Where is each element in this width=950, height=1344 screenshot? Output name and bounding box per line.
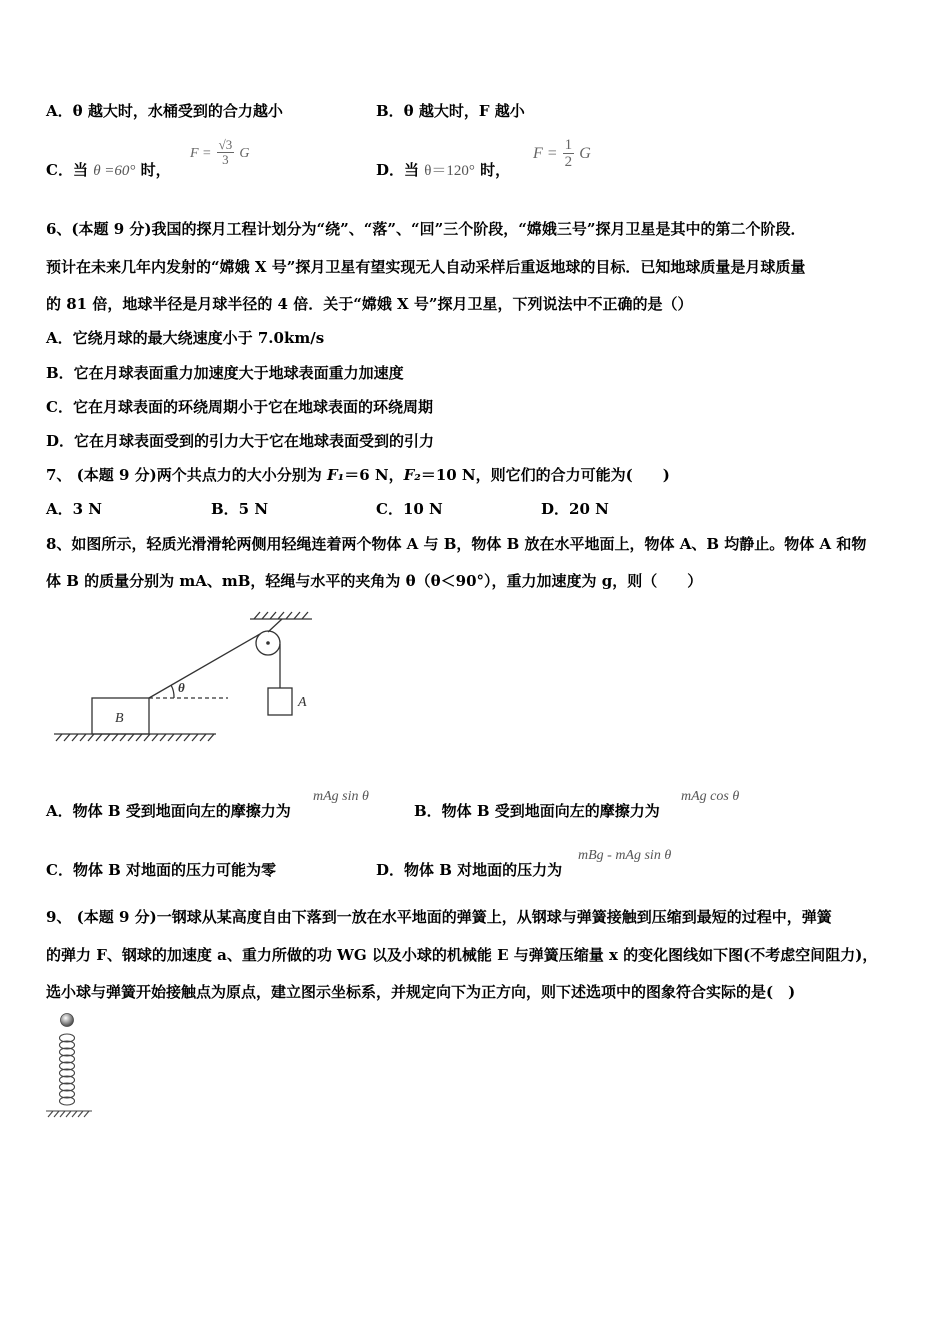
q7-option-b[interactable]: B．5 N: [211, 500, 269, 518]
q6-option-a[interactable]: A．它绕月球的最大绕速度小于 7.0km/s: [46, 329, 325, 347]
pulley-diagram: [50, 610, 330, 750]
q7-stem-part-c: ＝10 N，则它们的合力可能为( ): [420, 466, 670, 484]
q7-f2: F₂: [403, 466, 421, 484]
rope-slanted: [149, 634, 260, 698]
spring-coils: [60, 1034, 75, 1105]
q5-option-d-prefix: D．当: [376, 161, 420, 179]
q6-option-d[interactable]: D．它在月球表面受到的引力大于它在地球表面受到的引力: [46, 432, 435, 450]
q9-stem-line-3: 选小球与弹簧开始接触点为原点，建立图示坐标系，并规定向下为正方向，则下述选项中的图象符合实际的是( ): [46, 983, 796, 1001]
q8-option-b-formula: mAg cos θ: [681, 789, 740, 804]
q6-stem-line-3: 的 81 倍，地球半径是月球半径的 4 倍．关于“嫦娥 X 号”探月卫星，下列说法中不正确的是（）: [46, 295, 693, 313]
q6-option-c[interactable]: C．它在月球表面的环绕周期小于它在地球表面的环绕周期: [46, 398, 433, 416]
q8-option-d[interactable]: D．物体 B 对地面的压力为: [376, 861, 563, 879]
spring-ball-diagram: [42, 1008, 102, 1123]
q5-d-formula-rhs: G: [579, 145, 591, 162]
q9-stem-line-2: 的弹力 F、钢球的加速度 a、重力所做的功 WG 以及小球的机械能 E 与弹簧压缩量 x 的变化图线如下图(不考虑空间阻力)，: [46, 946, 878, 964]
ceiling-hatch: [254, 612, 308, 619]
q7-stem: [46, 465, 670, 485]
q5-option-c-formula: [190, 138, 249, 167]
q5-c-formula-lhs: F =: [190, 146, 212, 161]
q7-option-a[interactable]: A．3 N: [46, 500, 103, 518]
q8-option-c[interactable]: C．物体 B 对地面的压力可能为零: [46, 861, 277, 879]
q8-option-b[interactable]: B．物体 B 受到地面向左的摩擦力为: [414, 802, 660, 820]
q7-option-d[interactable]: D．20 N: [541, 500, 609, 518]
pulley-axle: [266, 641, 270, 645]
q8-option-a-formula: mAg sin θ: [313, 789, 369, 804]
label-a: A: [298, 695, 307, 710]
q7-option-c[interactable]: C．10 N: [376, 500, 443, 518]
angle-arc: [171, 685, 174, 698]
q5-option-d-condition: θ＝120°: [424, 163, 475, 179]
q9-stem-line-1: 9、 (本题 9 分)一钢球从某高度自由下落到一放在水平地面的弹簧上，从钢球与弹簧接触到压缩到最短的过程中，弹簧: [46, 908, 832, 926]
label-b: B: [115, 711, 124, 726]
q6-option-b[interactable]: B．它在月球表面重力加速度大于地球表面重力加速度: [46, 364, 404, 382]
q5-option-c-prefix: C．当: [46, 161, 88, 179]
q5-c-formula-denominator: 3: [222, 152, 229, 167]
q5-option-d[interactable]: [376, 160, 510, 181]
q8-option-d-formula: mBg - mAg sin θ: [578, 848, 672, 863]
q7-stem-part-b: ＝6 N，: [344, 466, 404, 484]
q8-option-a[interactable]: A．物体 B 受到地面向左的摩擦力为: [46, 802, 291, 820]
q5-option-d-mid: 时，: [480, 161, 511, 179]
q6-stem-line-1: 6、(本题 9 分)我国的探月工程计划分为“绕”、“落”、“回”三个阶段，“嫦娥三号”探月卫星是其中的第二个阶段．: [46, 220, 806, 238]
block-a: [268, 688, 292, 715]
q5-option-b[interactable]: B．θ 越大时，F 越小: [376, 102, 525, 120]
ground-hatch: [56, 734, 214, 741]
q5-option-c-mid: 时，: [140, 161, 171, 179]
q5-d-formula-lhs: F =: [533, 145, 558, 162]
spring-ground: [46, 1111, 92, 1117]
steel-ball: [61, 1014, 74, 1027]
q8-stem-line-2: 体 B 的质量分别为 mA、mB，轻绳与水平的夹角为 θ（θ＜90°），重力加速度为 g，则（ ）: [46, 572, 703, 590]
q7-stem-part-a: 7、 (本题 9 分)两个共点力的大小分别为: [46, 466, 327, 484]
q5-c-formula-numerator: √3: [218, 137, 233, 152]
q5-c-formula-rhs: G: [239, 146, 250, 161]
q7-f1: F₁: [326, 466, 345, 484]
q5-d-formula-denominator: 2: [564, 154, 573, 170]
q5-option-a[interactable]: A．θ 越大时，水桶受到的合力越小: [46, 102, 283, 120]
q6-stem-line-2: 预计在未来几年内发射的“嫦娥 X 号”探月卫星有望实现无人自动采样后重返地球的目标．已知地球质量是月球质量: [46, 258, 806, 276]
label-theta: θ: [178, 680, 185, 695]
q5-option-c-condition: θ =60°: [93, 163, 136, 179]
pulley-support: [268, 619, 282, 632]
q8-stem-line-1: 8、如图所示，轻质光滑滑轮两侧用轻绳连着两个物体 A 与 B，物体 B 放在水平地面上，物体 A、B 均静止。物体 A 和物: [46, 535, 867, 553]
q5-d-formula-numerator: 1: [564, 137, 573, 153]
q5-option-d-formula: [533, 137, 591, 170]
q5-option-c[interactable]: [46, 160, 171, 181]
